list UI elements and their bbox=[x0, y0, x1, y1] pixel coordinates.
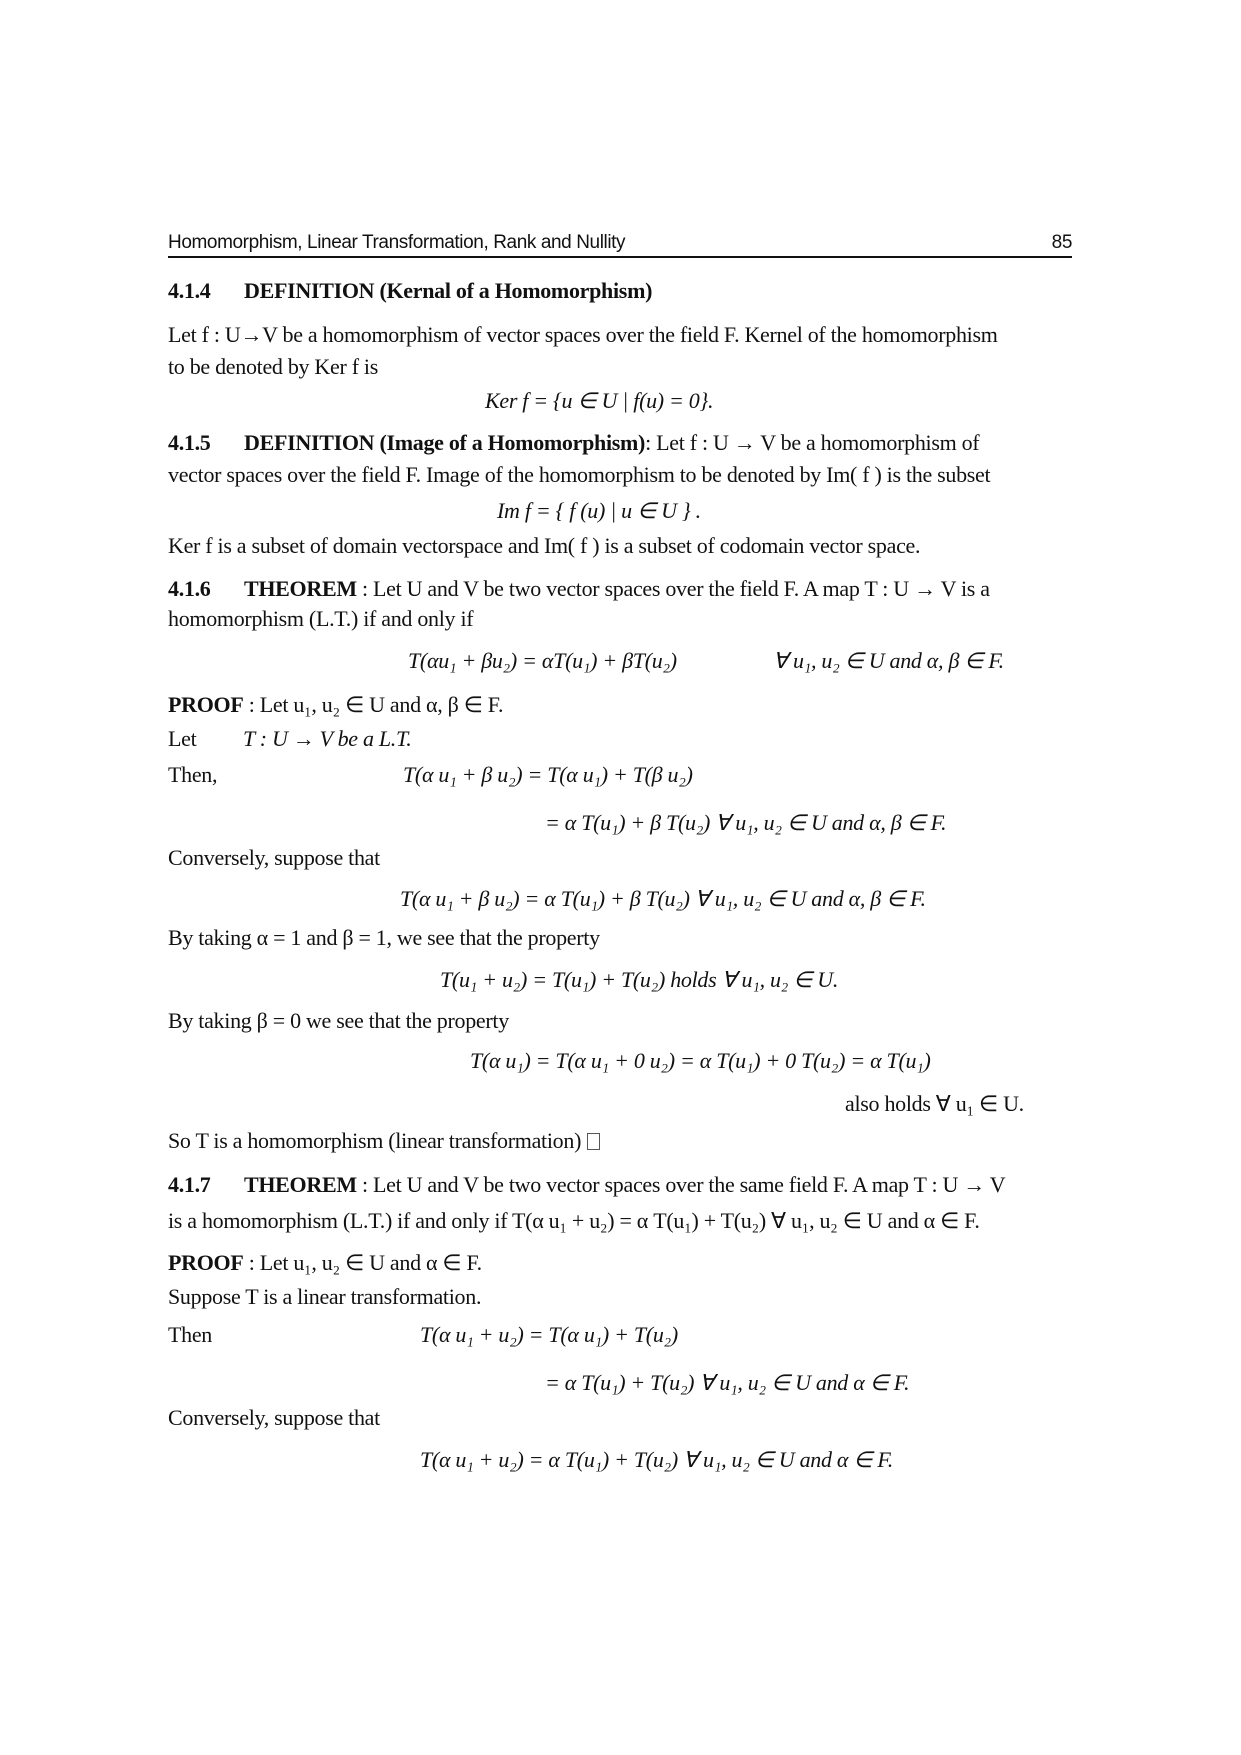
section-kind: DEFINITION bbox=[244, 278, 375, 303]
theorem-formula: T(αu₁ + βu₂) = αT(u₁) + βT(u₂) bbox=[408, 648, 677, 673]
section-heading-4-1-7 bbox=[168, 1172, 1005, 1198]
section-heading-4-1-4 bbox=[168, 278, 652, 304]
image-formula: Im f = { f (u) | u ∈ U } . bbox=[497, 498, 701, 523]
proof-equation: T(α u₁ + β u₂) = α T(u₁) + β T(u₂) ∀ u₁, u₂ ∈ U and α, β ∈ F. bbox=[400, 886, 926, 911]
proof-equation: T(α u₁ + β u₂) = T(α u₁) + T(β u₂) bbox=[403, 762, 693, 787]
running-title: Homomorphism, Linear Transformation, Rank and Nullity bbox=[168, 232, 626, 253]
proof-conclusion bbox=[168, 1128, 600, 1154]
proof-equation: T(u₁ + u₂) = T(u₁) + T(u₂) holds ∀ u₁, u₂ ∈ U. bbox=[440, 967, 839, 992]
paragraph-line: homomorphism (L.T.) if and only if bbox=[168, 606, 474, 631]
section-heading-4-1-6 bbox=[168, 576, 990, 602]
section-title: (Kernal of a Homomorphism) bbox=[379, 278, 653, 303]
paragraph-line: vector spaces over the field F. Image of the homomorphism to be denoted by Im( f ) is the subset bbox=[168, 462, 991, 487]
paragraph-text: : Let f : U → V be a homomorphism of bbox=[645, 430, 980, 455]
paragraph-line: to be denoted by Ker f is bbox=[168, 354, 378, 379]
section-kind: DEFINITION bbox=[244, 430, 375, 455]
paragraph-line: Conversely, suppose that bbox=[168, 1405, 380, 1430]
qed-box-icon bbox=[587, 1133, 600, 1150]
paragraph-line: Conversely, suppose that bbox=[168, 845, 380, 870]
paragraph-line: Suppose T is a linear transformation. bbox=[168, 1284, 482, 1309]
page-number: 85 bbox=[1051, 232, 1072, 253]
proof-then-label: Then, bbox=[168, 762, 218, 787]
section-number: 4.1.7 bbox=[168, 1172, 211, 1197]
header-rule bbox=[168, 256, 1072, 258]
running-header bbox=[168, 232, 1072, 258]
proof-label: PROOF bbox=[168, 692, 244, 717]
proof-equation: = α T(u₁) + T(u₂) ∀ u₁, u₂ ∈ U and α ∈ F. bbox=[545, 1370, 910, 1395]
proof-line: Let bbox=[168, 726, 197, 751]
proof-equation-tail: also holds ∀ u₁ ∈ U. bbox=[845, 1091, 1024, 1116]
section-title: (Image of a Homomorphism) bbox=[379, 430, 646, 455]
proof-equation: = α T(u₁) + β T(u₂) ∀ u₁, u₂ ∈ U and α, β ∈ F. bbox=[545, 810, 947, 835]
section-heading-4-1-5 bbox=[168, 430, 979, 456]
section-number: 4.1.5 bbox=[168, 430, 211, 455]
proof-line bbox=[168, 692, 503, 718]
section-number: 4.1.6 bbox=[168, 576, 211, 601]
proof-equation: T(α u₁ + u₂) = α T(u₁) + T(u₂) ∀ u₁, u₂ ∈ U and α ∈ F. bbox=[420, 1447, 893, 1472]
theorem-formula-condition: ∀ u₁, u₂ ∈ U and α, β ∈ F. bbox=[773, 648, 1004, 673]
paragraph-text: : Let U and V be two vector spaces over the same field F. A map T : U → V bbox=[356, 1172, 1006, 1197]
section-number: 4.1.4 bbox=[168, 278, 211, 303]
proof-label: PROOF bbox=[168, 1250, 244, 1275]
proof-line bbox=[168, 1250, 482, 1276]
paragraph-line: Let f : U→V be a homomorphism of vector spaces over the field F. Kernel of the homomorphism bbox=[168, 322, 998, 347]
kernel-formula: Ker f = {u ∈ U | f(u) = 0}. bbox=[485, 388, 714, 413]
proof-equation: T(α u₁ + u₂) = T(α u₁) + T(u₂) bbox=[420, 1322, 678, 1347]
paragraph-line: By taking β = 0 we see that the property bbox=[168, 1008, 509, 1033]
paragraph-line: Ker f is a subset of domain vectorspace and Im( f ) is a subset of codomain vector space. bbox=[168, 533, 921, 558]
proof-text: : Let u₁, u₂ ∈ U and α ∈ F. bbox=[243, 1250, 482, 1275]
paragraph-line: is a homomorphism (L.T.) if and only if T(α u₁ + u₂) = α T(u₁) + T(u₂) ∀ u₁, u₂ ∈ U and α ∈ F. bbox=[168, 1208, 980, 1233]
paragraph-text: : Let U and V be two vector spaces over the field F. A map T : U → V is a bbox=[356, 576, 990, 601]
proof-then-label: Then bbox=[168, 1322, 213, 1347]
proof-line: T : U → V be a L.T. bbox=[243, 726, 412, 751]
section-kind: THEOREM bbox=[244, 576, 357, 601]
proof-text: : Let u₁, u₂ ∈ U and α, β ∈ F. bbox=[243, 692, 504, 717]
proof-equation: T(α u₁) = T(α u₁ + 0 u₂) = α T(u₁) + 0 T(u₂) = α T(u₁) bbox=[470, 1048, 931, 1073]
paragraph-line: By taking α = 1 and β = 1, we see that the property bbox=[168, 925, 600, 950]
section-kind: THEOREM bbox=[244, 1172, 357, 1197]
conclusion-text: So T is a homomorphism (linear transformation) bbox=[168, 1128, 582, 1153]
